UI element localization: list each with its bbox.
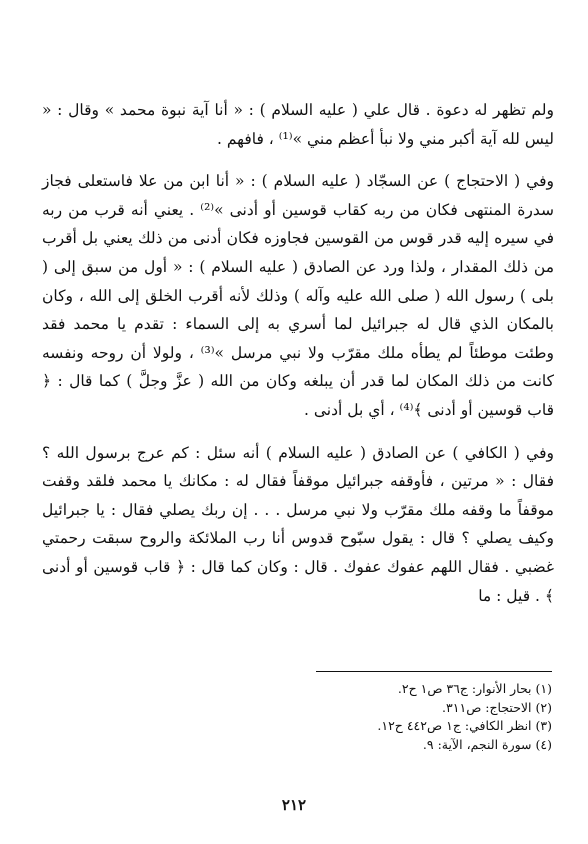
main-text xyxy=(42,96,554,610)
footnote-divider xyxy=(316,671,552,672)
paragraph-2: وفي ( الاحتجاج ) عن السجّاد ( عليه السلام ) : « أنا ابن من علا فاستعلى فجاز سدرة المنتهى فكان من ربه كقاب قوسين أو أدنى »⁽²⁾ . يعني أنه قرب من ربه في سيره إليه قدر قوس من القوسين فجاوزه فكان أدنى من ذلك يعني بل أقرب من ذلك المقدار ، ولذا ورد عن الصادق ( عليه السلام ) : « أول من سبق إلى ( بلى ) رسول الله ( صلى الله عليه وآله ) وذلك لأنه أقرب الخلق إلى الله ، وكان بالمكان الذي قال له جبرائيل لما أسري به إلى السماء : تقدم يا محمد فقد وطئت موطئاً لم يطأه ملك مقرّب ولا نبي مرسل »⁽³⁾ ، ولولا أن روحه ونفسه كانت من ذلك المكان لما قدر أن يبلغه وكان من الله ( عزَّ وجلَّ ) كما قال : ﴿ قاب قوسين أو أدنى ﴾⁽⁴⁾ ، أي بل أدنى . xyxy=(42,172,554,419)
paragraph-3: وفي ( الكافي ) عن الصادق ( عليه السلام ) أنه سئل : كم عرج برسول الله ؟ فقال : « مرتين ، فأوقفه جبرائيل موقفاً فقال له : مكانك يا محمد فلقد وقفت موقفاً ما وقفه ملك مقرّب ولا نبي مرسل . . . إن ربك يصلي فقال : يا جبرائيل وكيف يصلي ؟ قال : يقول سبّوح قدوس أنا رب الملائكة والروح سبقت رحمتي غضبي . فقال اللهم عفوك عفوك . قال : وكان كما قال : ﴿ قاب قوسين أو أدنى ﴾ . قيل : ما xyxy=(42,443,554,605)
footnote-4: (٤) سورة النجم، الآية: ٩. xyxy=(422,736,552,752)
footnote-1: (١) بحار الأنوار: ج٣٦ ص١ ح٢. xyxy=(397,681,552,696)
footnote-3: (٣) انظر الكافي: ج١ ص٤٤٢ ح١٢. xyxy=(377,718,552,733)
footnotes xyxy=(260,680,552,754)
footnote-2: (٢) الاحتجاج: ص٣١١. xyxy=(442,699,552,715)
page-number: ٢١٢ xyxy=(281,796,307,814)
paragraph-1: ولم تظهر له دعوة . قال علي ( عليه السلام ) : « أنا آية نبوة محمد » وقال : « ليس لله آية أكبر مني ولا نبأ أعظم مني »⁽¹⁾ ، فافهم . xyxy=(42,101,554,148)
